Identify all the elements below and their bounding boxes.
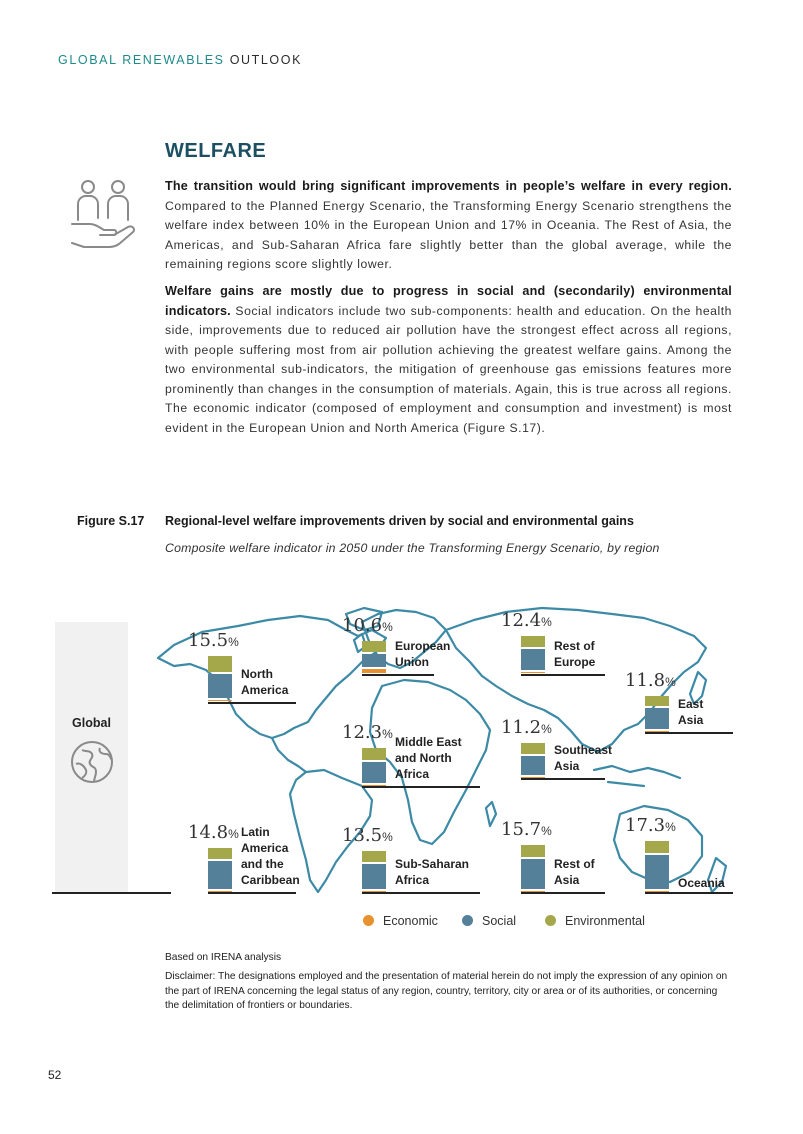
baseline-rest-of-europe bbox=[521, 674, 605, 676]
header-title-part2: OUTLOOK bbox=[229, 53, 303, 67]
total-unit-european-union: % bbox=[382, 619, 393, 634]
total-label-latin-america-and-the-caribbean bbox=[188, 822, 239, 843]
bar-segment-east-asia-environmental bbox=[645, 696, 669, 707]
total-value-sub-saharan-africa: 13.5 bbox=[342, 825, 383, 847]
legend-item-social bbox=[462, 914, 516, 928]
figure-title: Regional-level welfare improvements driven by social and environmental gains bbox=[165, 514, 634, 528]
legend-item-environmental bbox=[545, 914, 645, 928]
region-label-line: Oceania bbox=[678, 876, 725, 890]
total-value-east-asia: 11.8 bbox=[625, 669, 666, 691]
bar-segment-european-union-social bbox=[362, 654, 386, 667]
region-label-north-america bbox=[241, 666, 288, 698]
total-unit-oceania: % bbox=[665, 820, 676, 835]
total-unit-sub-saharan-africa: % bbox=[382, 830, 393, 845]
total-unit-southeast-asia: % bbox=[541, 722, 552, 737]
paragraph-1 bbox=[165, 177, 732, 275]
globe-icon bbox=[68, 738, 116, 786]
total-unit-rest-of-asia: % bbox=[541, 824, 552, 839]
legend-label-social: Social bbox=[482, 914, 517, 928]
baseline-north-america bbox=[208, 702, 296, 704]
baseline-latin-america-and-the-caribbean bbox=[208, 892, 296, 894]
paragraph-2-body: Social indicators include two sub-components: health and education. On the health side, improvements due to reduced air pollution have the strongest effect across all regions, with people suffering most from air pollution achieving the greatest welfare gains. Among the two environmental sub-indicators, the mitigation of greenhouse gas emissions features more prominently than changes in the consumption of materials. Again, this is true across all regions. The economic indicator (composed of employment and consumption and investment) is most evident in the European Union and North America (Figure S.17). bbox=[165, 303, 732, 435]
paragraph-2-lead: Welfare gains are mostly due to progress in social and (secondarily) environmental indicators. bbox=[165, 284, 732, 318]
region-label-line: Asia bbox=[554, 759, 580, 773]
region-label-line: America bbox=[241, 841, 289, 855]
region-label-line: Asia bbox=[678, 713, 704, 727]
total-value-southeast-asia: 11.2 bbox=[501, 717, 542, 739]
region-label-line: Europe bbox=[554, 655, 596, 669]
total-value-oceania: 17.3 bbox=[625, 815, 666, 837]
bar-segment-rest-of-asia-social bbox=[521, 859, 545, 888]
baseline-sub-saharan-africa bbox=[362, 892, 480, 894]
bar-segment-rest-of-europe-social bbox=[521, 649, 545, 671]
bar-segment-north-america-social bbox=[208, 674, 232, 698]
bar-segment-rest-of-europe-environmental bbox=[521, 636, 545, 647]
map-central-america bbox=[272, 738, 306, 772]
region-label-line: Asia bbox=[554, 873, 580, 887]
bar-segment-rest-of-europe-economic bbox=[521, 672, 545, 673]
baseline-european-union bbox=[362, 674, 434, 676]
baseline-rest-of-asia bbox=[521, 892, 605, 894]
region-label-line: East bbox=[678, 697, 704, 711]
region-label-rest-of-europe bbox=[554, 638, 595, 670]
bar-segment-latin-america-and-the-caribbean-social bbox=[208, 861, 232, 889]
region-label-line: Rest of bbox=[554, 857, 595, 871]
bar-segment-southeast-asia-environmental bbox=[521, 743, 545, 753]
legend-swatch-social bbox=[462, 915, 473, 926]
source-note: Based on IRENA analysis bbox=[165, 952, 282, 963]
total-value-latin-america-and-the-caribbean: 14.8 bbox=[188, 821, 229, 843]
total-label-rest-of-europe bbox=[501, 610, 552, 631]
baseline-middle-east-and-north-africa bbox=[362, 786, 480, 788]
region-label-line: Latin bbox=[241, 825, 270, 839]
total-unit-latin-america-and-the-caribbean: % bbox=[228, 826, 239, 841]
map-madagascar bbox=[486, 802, 496, 826]
baseline-east-asia bbox=[645, 732, 733, 734]
region-label-southeast-asia bbox=[554, 742, 612, 774]
total-unit-middle-east-and-north-africa: % bbox=[382, 727, 393, 742]
bar-segment-european-union-economic bbox=[362, 669, 386, 673]
total-value-rest-of-europe: 12.4 bbox=[501, 610, 542, 632]
region-label-line: America bbox=[241, 683, 289, 697]
total-label-north-america bbox=[188, 630, 239, 651]
paragraph-1-lead: The transition would bring significant improvements in people’s welfare in every region. bbox=[165, 179, 732, 193]
section-title: WELFARE bbox=[165, 140, 267, 162]
header-title-part1: GLOBAL RENEWABLES bbox=[58, 53, 225, 67]
bar-segment-middle-east-and-north-africa-environmental bbox=[362, 748, 386, 760]
paragraph-1-body: Compared to the Planned Energy Scenario, the Transforming Energy Scenario strengthens the welfare index between 10% in the European Union and 17% in Oceania. The Rest of Asia, the Americas, and Sub-Saharan Africa fare slightly better than the global average, while the remaining regions score slightly lower. bbox=[165, 198, 732, 271]
baseline-southeast-asia bbox=[521, 778, 605, 780]
bar-segment-middle-east-and-north-africa-social bbox=[362, 762, 386, 783]
total-label-european-union bbox=[342, 615, 393, 636]
bar-segment-sub-saharan-africa-environmental bbox=[362, 851, 386, 862]
region-label-line: Southeast bbox=[554, 743, 613, 757]
region-label-line: Africa bbox=[395, 767, 430, 781]
region-label-line: Sub-Saharan bbox=[395, 857, 470, 871]
total-value-rest-of-asia: 15.7 bbox=[501, 819, 542, 841]
total-unit-east-asia: % bbox=[665, 674, 676, 689]
bar-segment-rest-of-asia-environmental bbox=[521, 845, 545, 857]
bar-segment-east-asia-social bbox=[645, 708, 669, 728]
bar-segment-north-america-environmental bbox=[208, 656, 232, 672]
region-label-line: Caribbean bbox=[241, 873, 300, 887]
baseline-oceania bbox=[645, 892, 733, 894]
legend-swatch-economic bbox=[363, 915, 374, 926]
region-label-middle-east-and-north-africa bbox=[395, 734, 462, 782]
region-label-sub-saharan-africa bbox=[395, 856, 469, 888]
legend-label-economic: Economic bbox=[383, 914, 438, 928]
bar-segment-oceania-social bbox=[645, 855, 669, 888]
region-label-latin-america-and-the-caribbean bbox=[241, 824, 300, 888]
region-label-line: European bbox=[395, 639, 451, 653]
region-label-line: and North bbox=[395, 751, 452, 765]
total-value-north-america: 15.5 bbox=[188, 629, 229, 651]
total-label-southeast-asia bbox=[501, 717, 552, 738]
total-label-oceania bbox=[625, 815, 676, 836]
total-value-european-union: 10.6 bbox=[342, 614, 383, 636]
figure-subtitle: Composite welfare indicator in 2050 under the Transforming Energy Scenario, by region bbox=[165, 541, 660, 555]
bar-segment-latin-america-and-the-caribbean-environmental bbox=[208, 848, 232, 859]
page-number: 52 bbox=[48, 1068, 62, 1082]
disclaimer: Disclaimer: The designations employed and the presentation of material herein do not imply the expression of any opinion on the part of IRENA concerning the legal status of any region, country, territory, city or area or of its authorities, or concerning the delimitation of frontiers or boundaries. bbox=[165, 971, 728, 1011]
legend-label-environmental: Environmental bbox=[565, 914, 645, 928]
total-label-middle-east-and-north-africa bbox=[342, 722, 393, 743]
bar-segment-sub-saharan-africa-social bbox=[362, 864, 386, 888]
region-label-line: and the bbox=[241, 857, 284, 871]
bar-segment-european-union-environmental bbox=[362, 641, 386, 652]
region-label-line: Africa bbox=[395, 873, 430, 887]
global-label: Global bbox=[72, 716, 111, 730]
total-value-middle-east-and-north-africa: 12.3 bbox=[342, 722, 383, 744]
running-header bbox=[58, 53, 302, 67]
total-label-sub-saharan-africa bbox=[342, 825, 393, 846]
figure-label: Figure S.17 bbox=[77, 514, 145, 528]
total-unit-rest-of-europe: % bbox=[541, 615, 552, 630]
paragraph-2 bbox=[165, 282, 732, 438]
total-unit-north-america: % bbox=[228, 634, 239, 649]
region-label-rest-of-asia bbox=[554, 856, 595, 888]
region-label-line: Rest of bbox=[554, 639, 595, 653]
region-label-line: Middle East bbox=[395, 735, 462, 749]
total-label-rest-of-asia bbox=[501, 819, 552, 840]
total-label-east-asia bbox=[625, 670, 676, 691]
people-hand-icon bbox=[70, 178, 138, 248]
region-label-line: Union bbox=[395, 655, 429, 669]
legend-item-economic bbox=[363, 914, 438, 928]
region-label-oceania bbox=[678, 875, 725, 891]
legend-swatch-environmental bbox=[545, 915, 556, 926]
region-label-european-union bbox=[395, 638, 450, 670]
region-label-line: North bbox=[241, 667, 273, 681]
region-label-east-asia bbox=[678, 696, 703, 728]
bar-segment-oceania-environmental bbox=[645, 841, 669, 853]
bar-segment-north-america-economic bbox=[208, 700, 232, 701]
bar-segment-southeast-asia-social bbox=[521, 756, 545, 775]
